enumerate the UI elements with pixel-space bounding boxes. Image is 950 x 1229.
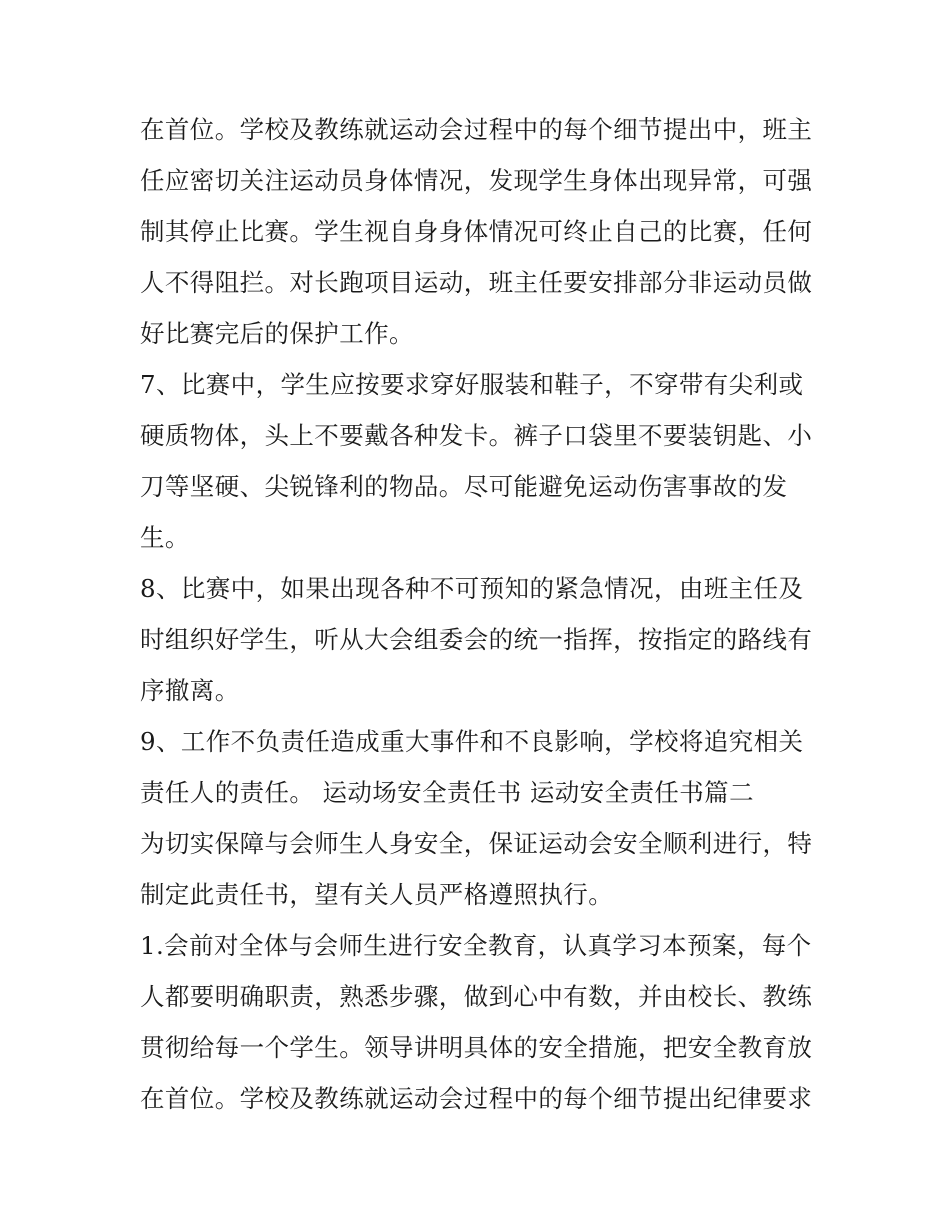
text-line-10: 8、比赛中，如果出现各种不可预知的紧急情况，由班主任及 xyxy=(140,574,804,603)
text-line-12: 序撤离。 xyxy=(140,676,240,705)
text-line-19: 贯彻给每一个学生。领导讲明具体的安全措施，把安全教育放 xyxy=(140,1033,813,1062)
text-line-1: 在首位。学校及教练就运动会过程中的每个细节提出中，班主 xyxy=(140,115,813,144)
text-line-11: 时组织好学生，听从大会组委会的统一指挥，按指定的路线有 xyxy=(140,625,813,654)
text-line-4: 人不得阻拦。对长跑项目运动，班主任要安排部分非运动员做 xyxy=(140,268,813,297)
text-line-17: 1.会前对全体与会师生进行安全教育，认真学习本预案，每个 xyxy=(140,931,812,960)
text-line-2: 任应密切关注运动员身体情况，发现学生身体出现异常，可强 xyxy=(140,166,813,195)
text-line-9: 生。 xyxy=(140,523,190,552)
text-line-6: 7、比赛中，学生应按要求穿好服装和鞋子，不穿带有尖利或 xyxy=(140,370,804,399)
text-line-18: 人都要明确职责，熟悉步骤，做到心中有数，并由校长、教练 xyxy=(140,982,813,1011)
text-line-5: 好比赛完后的保护工作。 xyxy=(140,319,414,348)
text-line-16: 制定此责任书，望有关人员严格遵照执行。 xyxy=(140,880,614,909)
document-body xyxy=(140,104,820,1124)
text-line-20: 在首位。学校及教练就运动会过程中的每个细节提出纪律要求 xyxy=(140,1084,813,1113)
text-line-14: 责任人的责任。 运动场安全责任书 运动安全责任书篇二 xyxy=(140,778,754,807)
text-line-7: 硬质物体，头上不要戴各种发卡。裤子口袋里不要装钥匙、小 xyxy=(140,421,813,450)
text-line-8: 刀等坚硬、尖锐锋利的物品。尽可能避免运动伤害事故的发 xyxy=(140,472,788,501)
text-line-13: 9、工作不负责任造成重大事件和不良影响，学校将追究相关 xyxy=(140,727,804,756)
text-line-3: 制其停止比赛。学生视自身身体情况可终止自己的比赛，任何 xyxy=(140,217,813,246)
text-line-15: 为切实保障与会师生人身安全，保证运动会安全顺利进行，特 xyxy=(140,829,813,858)
